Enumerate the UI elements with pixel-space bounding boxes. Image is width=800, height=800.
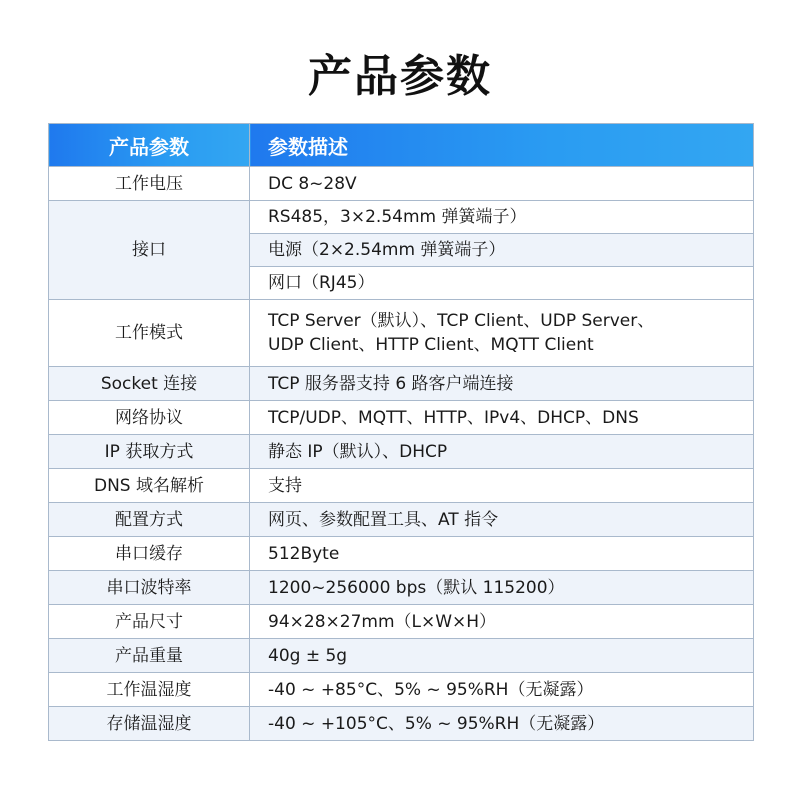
row-value: TCP 服务器支持 6 路客户端连接 xyxy=(250,367,754,401)
row-key: IP 获取方式 xyxy=(49,435,250,469)
table-row xyxy=(49,367,754,401)
value-line: UDP Client、HTTP Client、MQTT Client xyxy=(268,335,594,355)
table-row xyxy=(49,201,754,234)
row-value: TCP/UDP、MQTT、HTTP、IPv4、DHCP、DNS xyxy=(250,401,754,435)
table-row xyxy=(49,639,754,673)
row-key: DNS 域名解析 xyxy=(49,469,250,503)
row-value: DC 8~28V xyxy=(250,167,754,201)
row-value: 电源（2×2.54mm 弹簧端子） xyxy=(250,234,754,267)
row-key: 存储温湿度 xyxy=(49,707,250,741)
row-value xyxy=(250,300,754,367)
spec-table xyxy=(48,123,754,741)
table-row xyxy=(49,167,754,201)
row-value: 40g ± 5g xyxy=(250,639,754,673)
row-value: 94×28×27mm（L×W×H） xyxy=(250,605,754,639)
value-line: TCP Server（默认）、TCP Client、UDP Server、 xyxy=(268,311,655,331)
table-header-row xyxy=(49,124,754,167)
row-key: 工作模式 xyxy=(49,300,250,367)
row-key: 配置方式 xyxy=(49,503,250,537)
row-key: 工作温湿度 xyxy=(49,673,250,707)
table-row xyxy=(49,401,754,435)
table-row xyxy=(49,300,754,367)
row-value: -40 ~ +85°C、5% ~ 95%RH（无凝露） xyxy=(250,673,754,707)
row-key: 串口波特率 xyxy=(49,571,250,605)
row-key: 产品尺寸 xyxy=(49,605,250,639)
row-key: 产品重量 xyxy=(49,639,250,673)
row-key: Socket 连接 xyxy=(49,367,250,401)
row-value: 支持 xyxy=(250,469,754,503)
row-value: 静态 IP（默认）、DHCP xyxy=(250,435,754,469)
table-row xyxy=(49,673,754,707)
row-key: 串口缓存 xyxy=(49,537,250,571)
table-row xyxy=(49,707,754,741)
table-row xyxy=(49,605,754,639)
row-value: 512Byte xyxy=(250,537,754,571)
row-value: -40 ~ +105°C、5% ~ 95%RH（无凝露） xyxy=(250,707,754,741)
row-value: RS485，3×2.54mm 弹簧端子） xyxy=(250,201,754,234)
row-key: 接口 xyxy=(49,201,250,300)
header-param: 产品参数 xyxy=(49,124,250,167)
row-value: 网口（RJ45） xyxy=(250,267,754,300)
header-desc: 参数描述 xyxy=(250,124,754,167)
row-key: 网络协议 xyxy=(49,401,250,435)
table-row xyxy=(49,571,754,605)
table-row xyxy=(49,435,754,469)
table-row xyxy=(49,537,754,571)
table-row xyxy=(49,503,754,537)
page-title: 产品参数 xyxy=(308,51,492,102)
row-value: 1200~256000 bps（默认 115200） xyxy=(250,571,754,605)
row-value: 网页、参数配置工具、AT 指令 xyxy=(250,503,754,537)
table-row xyxy=(49,469,754,503)
row-key: 工作电压 xyxy=(49,167,250,201)
